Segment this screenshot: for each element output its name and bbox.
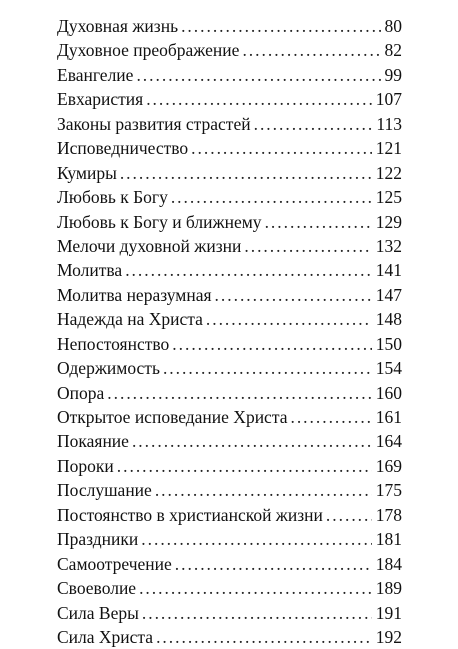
toc-entry: [57, 552, 402, 576]
toc-dot-leader: [107, 381, 371, 405]
toc-entry: [57, 405, 402, 429]
toc-entry: [57, 454, 402, 478]
toc-dot-leader: [254, 112, 373, 136]
toc-dot-leader: [206, 307, 372, 331]
toc-page-number: 161: [375, 407, 402, 427]
toc-dot-leader: [181, 14, 380, 38]
toc-entry-title: Праздники: [57, 529, 139, 550]
toc-entry: [57, 283, 402, 307]
toc-page-number: 147: [375, 284, 402, 305]
toc-entry: [57, 527, 402, 551]
toc-page-number: 169: [375, 455, 402, 476]
toc-page-number: 148: [375, 309, 402, 330]
toc-dot-leader: [146, 87, 372, 111]
toc-entry: [57, 625, 402, 649]
toc-page-number: 129: [375, 211, 402, 232]
toc-entry-title: Кумиры: [57, 162, 117, 183]
toc-dot-leader: [155, 478, 372, 502]
toc-page-number: 184: [375, 553, 402, 574]
toc-entry: [57, 210, 402, 234]
toc-dot-leader: [117, 454, 372, 478]
toc-dot-leader: [163, 356, 372, 380]
toc-dot-leader: [191, 136, 372, 160]
toc-page-number: 189: [375, 578, 402, 599]
toc-entry: [57, 161, 402, 185]
toc-dot-leader: [171, 185, 372, 209]
toc-entry: [57, 234, 402, 258]
toc-entry: [57, 38, 402, 62]
toc-dot-leader: [172, 332, 371, 356]
toc-page-number: 82: [384, 40, 402, 61]
toc-dot-leader: [141, 527, 371, 551]
toc-entry-title: Молитва: [57, 260, 123, 281]
toc-entry: [57, 136, 402, 160]
toc-entry-title: Евангелие: [57, 64, 134, 85]
table-of-contents: [57, 14, 402, 649]
toc-entry: [57, 429, 402, 453]
toc-entry-title: Непостоянство: [57, 333, 170, 354]
toc-dot-leader: [136, 63, 380, 87]
toc-entry: [57, 307, 402, 331]
toc-dot-leader: [142, 601, 372, 625]
toc-entry-title: Опора: [57, 382, 105, 403]
toc-page-number: 160: [375, 382, 402, 403]
toc-page-number: 122: [375, 162, 402, 183]
toc-dot-leader: [215, 283, 372, 307]
toc-dot-leader: [156, 625, 372, 649]
toc-page-number: 125: [375, 187, 402, 208]
toc-page-number: 191: [375, 602, 402, 623]
toc-entry: [57, 258, 402, 282]
toc-entry-title: Послушание: [57, 480, 152, 501]
toc-entry-title: Постоянство в христианской жизни: [57, 504, 323, 525]
toc-page-number: 192: [375, 626, 402, 647]
toc-entry-title: Покаяние: [57, 431, 129, 452]
toc-entry-title: Открытое исповедание Христа: [57, 407, 288, 427]
toc-page-number: 80: [384, 16, 402, 36]
toc-page-number: 154: [375, 358, 402, 379]
toc-entry-title: Законы развития страстей: [57, 113, 251, 134]
toc-page-number: 113: [376, 113, 402, 134]
toc-entry: [57, 601, 402, 625]
toc-entry-title: Самоотречение: [57, 553, 172, 574]
toc-entry: [57, 112, 402, 136]
toc-page-number: 150: [375, 333, 402, 354]
toc-page-number: 175: [375, 480, 402, 501]
toc-dot-leader: [244, 234, 371, 258]
toc-entry: [57, 478, 402, 502]
toc-entry: [57, 503, 402, 527]
toc-dot-leader: [265, 210, 372, 234]
toc-entry: [57, 356, 402, 380]
toc-entry-title: Надежда на Христа: [57, 309, 203, 330]
toc-entry: [57, 332, 402, 356]
toc-page-number: 121: [375, 138, 402, 159]
toc-entry-title: Духовная жизнь: [57, 16, 179, 36]
toc-entry: [57, 14, 402, 38]
toc-entry-title: Евхаристия: [57, 89, 144, 110]
toc-dot-leader: [139, 576, 372, 600]
toc-page-number: 132: [375, 235, 402, 256]
toc-entry-title: Молитва неразумная: [57, 284, 212, 305]
toc-entry-title: Своеволие: [57, 578, 137, 599]
toc-entry-title: Любовь к Богу и ближнему: [57, 211, 262, 232]
toc-dot-leader: [132, 429, 372, 453]
toc-entry-title: Любовь к Богу: [57, 187, 168, 208]
toc-entry: [57, 381, 402, 405]
toc-page-number: 178: [375, 504, 402, 525]
toc-entry: [57, 63, 402, 87]
toc-dot-leader: [125, 258, 372, 282]
toc-entry-title: Исповедничество: [57, 138, 189, 159]
toc-entry: [57, 87, 402, 111]
toc-page-number: 141: [375, 260, 402, 281]
toc-entry-title: Мелочи духовной жизни: [57, 235, 242, 256]
toc-page-number: 181: [375, 529, 402, 550]
toc-dot-leader: [175, 552, 372, 576]
toc-page-number: 107: [375, 89, 402, 110]
toc-entry-title: Одержимость: [57, 358, 160, 379]
toc-dot-leader: [290, 405, 371, 429]
toc-entry: [57, 576, 402, 600]
toc-entry-title: Сила Веры: [57, 602, 139, 623]
toc-entry-title: Духовное преображение: [57, 40, 240, 61]
toc-dot-leader: [120, 161, 372, 185]
toc-entry-title: Пороки: [57, 455, 114, 476]
toc-dot-leader: [242, 38, 380, 62]
toc-entry: [57, 185, 402, 209]
toc-dot-leader: [326, 503, 372, 527]
toc-page-number: 164: [375, 431, 402, 452]
toc-entry-title: Сила Христа: [57, 626, 154, 647]
toc-page-number: 99: [384, 64, 402, 85]
